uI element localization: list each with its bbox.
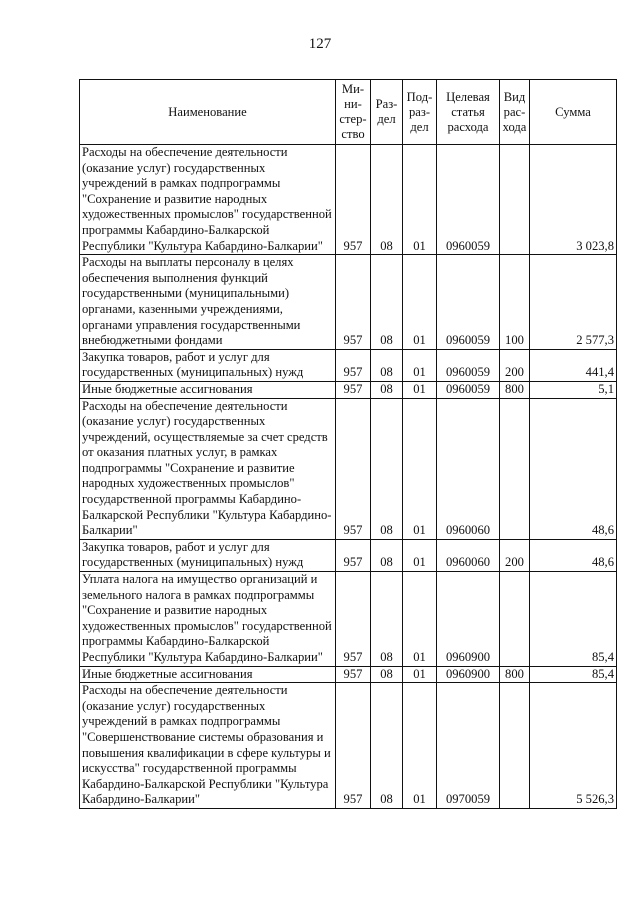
row-kind: 200 [500,349,530,381]
row-name: Расходы на обеспечение деятельности (оказание услуг) государственных учреждений, осуществляемые за счет средств от оказания платных услуг, в рамках подпрограммы "Сохранение и развитие народных художественных промыслов" государственной программы Кабардино-Балкарской Республики "Культура Кабардино-Балкарии" [80,398,336,539]
row-ministry: 957 [336,572,371,667]
row-section: 08 [371,666,403,683]
header-ministry: Ми- ни- стер- ство [336,80,371,145]
row-amount: 441,4 [530,349,617,381]
row-kind: 800 [500,381,530,398]
row-subsection: 01 [403,683,437,809]
row-name: Расходы на обеспечение деятельности (оказание услуг) государственных учреждений в рамках подпрограммы "Совершенствование системы образования и повышения квалификации в сфере культуры и искусства" государственной программы Кабардино-Балкарской Республики "Культура Кабардино-Балкарии" [80,683,336,809]
row-ministry: 957 [336,381,371,398]
table-row [80,381,617,398]
row-kind [500,683,530,809]
row-amount: 48,6 [530,398,617,539]
row-ministry: 957 [336,398,371,539]
row-target: 0960059 [437,145,500,255]
header-subsection: Под- раз- дел [403,80,437,145]
row-subsection: 01 [403,539,437,571]
table-row [80,666,617,683]
row-target: 0960059 [437,381,500,398]
row-section: 08 [371,349,403,381]
row-target: 0960059 [437,349,500,381]
table-row [80,398,617,539]
row-section: 08 [371,539,403,571]
row-amount: 5 526,3 [530,683,617,809]
row-ministry: 957 [336,666,371,683]
row-name: Закупка товаров, работ и услуг для государственных (муниципальных) нужд [80,349,336,381]
row-ministry: 957 [336,145,371,255]
row-target: 0960060 [437,539,500,571]
row-section: 08 [371,381,403,398]
row-ministry: 957 [336,539,371,571]
row-kind: 100 [500,255,530,350]
row-subsection: 01 [403,145,437,255]
row-kind: 200 [500,539,530,571]
row-target: 0960900 [437,572,500,667]
row-amount: 48,6 [530,539,617,571]
header-name: Наименование [80,80,336,145]
row-kind [500,398,530,539]
row-subsection: 01 [403,381,437,398]
row-section: 08 [371,255,403,350]
header-section: Раз- дел [371,80,403,145]
row-kind [500,145,530,255]
row-amount: 85,4 [530,666,617,683]
row-amount: 85,4 [530,572,617,667]
row-ministry: 957 [336,349,371,381]
row-name: Расходы на выплаты персоналу в целях обеспечения выполнения функций государственными (муниципальными) органами, казенными учреждениями, органами управления государственными внебюджетными фондами [80,255,336,350]
budget-table [79,79,617,809]
row-target: 0970059 [437,683,500,809]
row-amount: 3 023,8 [530,145,617,255]
row-kind: 800 [500,666,530,683]
row-ministry: 957 [336,255,371,350]
row-section: 08 [371,398,403,539]
row-name: Закупка товаров, работ и услуг для государственных (муниципальных) нужд [80,539,336,571]
row-kind [500,572,530,667]
table-row [80,145,617,255]
row-subsection: 01 [403,572,437,667]
row-subsection: 01 [403,666,437,683]
header-target: Целевая статья расхода [437,80,500,145]
row-section: 08 [371,572,403,667]
row-section: 08 [371,145,403,255]
row-name: Иные бюджетные ассигнования [80,381,336,398]
row-target: 0960060 [437,398,500,539]
page-number: 127 [308,36,332,52]
row-subsection: 01 [403,398,437,539]
table-row [80,683,617,809]
row-name: Иные бюджетные ассигнования [80,666,336,683]
table-row [80,539,617,571]
row-amount: 5,1 [530,381,617,398]
table-header-row [80,80,617,145]
row-name: Расходы на обеспечение деятельности (оказание услуг) государственных учреждений в рамках подпрограммы "Сохранение и развитие народных художественных промыслов" государственной программы Кабардино-Балкарской Республики "Культура Кабардино-Балкарии" [80,145,336,255]
header-amount: Сумма [530,80,617,145]
row-subsection: 01 [403,255,437,350]
row-target: 0960059 [437,255,500,350]
table-row [80,255,617,350]
row-amount: 2 577,3 [530,255,617,350]
header-kind: Вид рас- хода [500,80,530,145]
row-ministry: 957 [336,683,371,809]
row-name: Уплата налога на имущество организаций и земельного налога в рамках подпрограммы "Сохранение и развитие народных художественных промыслов" государственной программы Кабардино-Балкарской Республики "Культура Кабардино-Балкарии" [80,572,336,667]
row-section: 08 [371,683,403,809]
table-row [80,572,617,667]
row-target: 0960900 [437,666,500,683]
row-subsection: 01 [403,349,437,381]
table-row [80,349,617,381]
